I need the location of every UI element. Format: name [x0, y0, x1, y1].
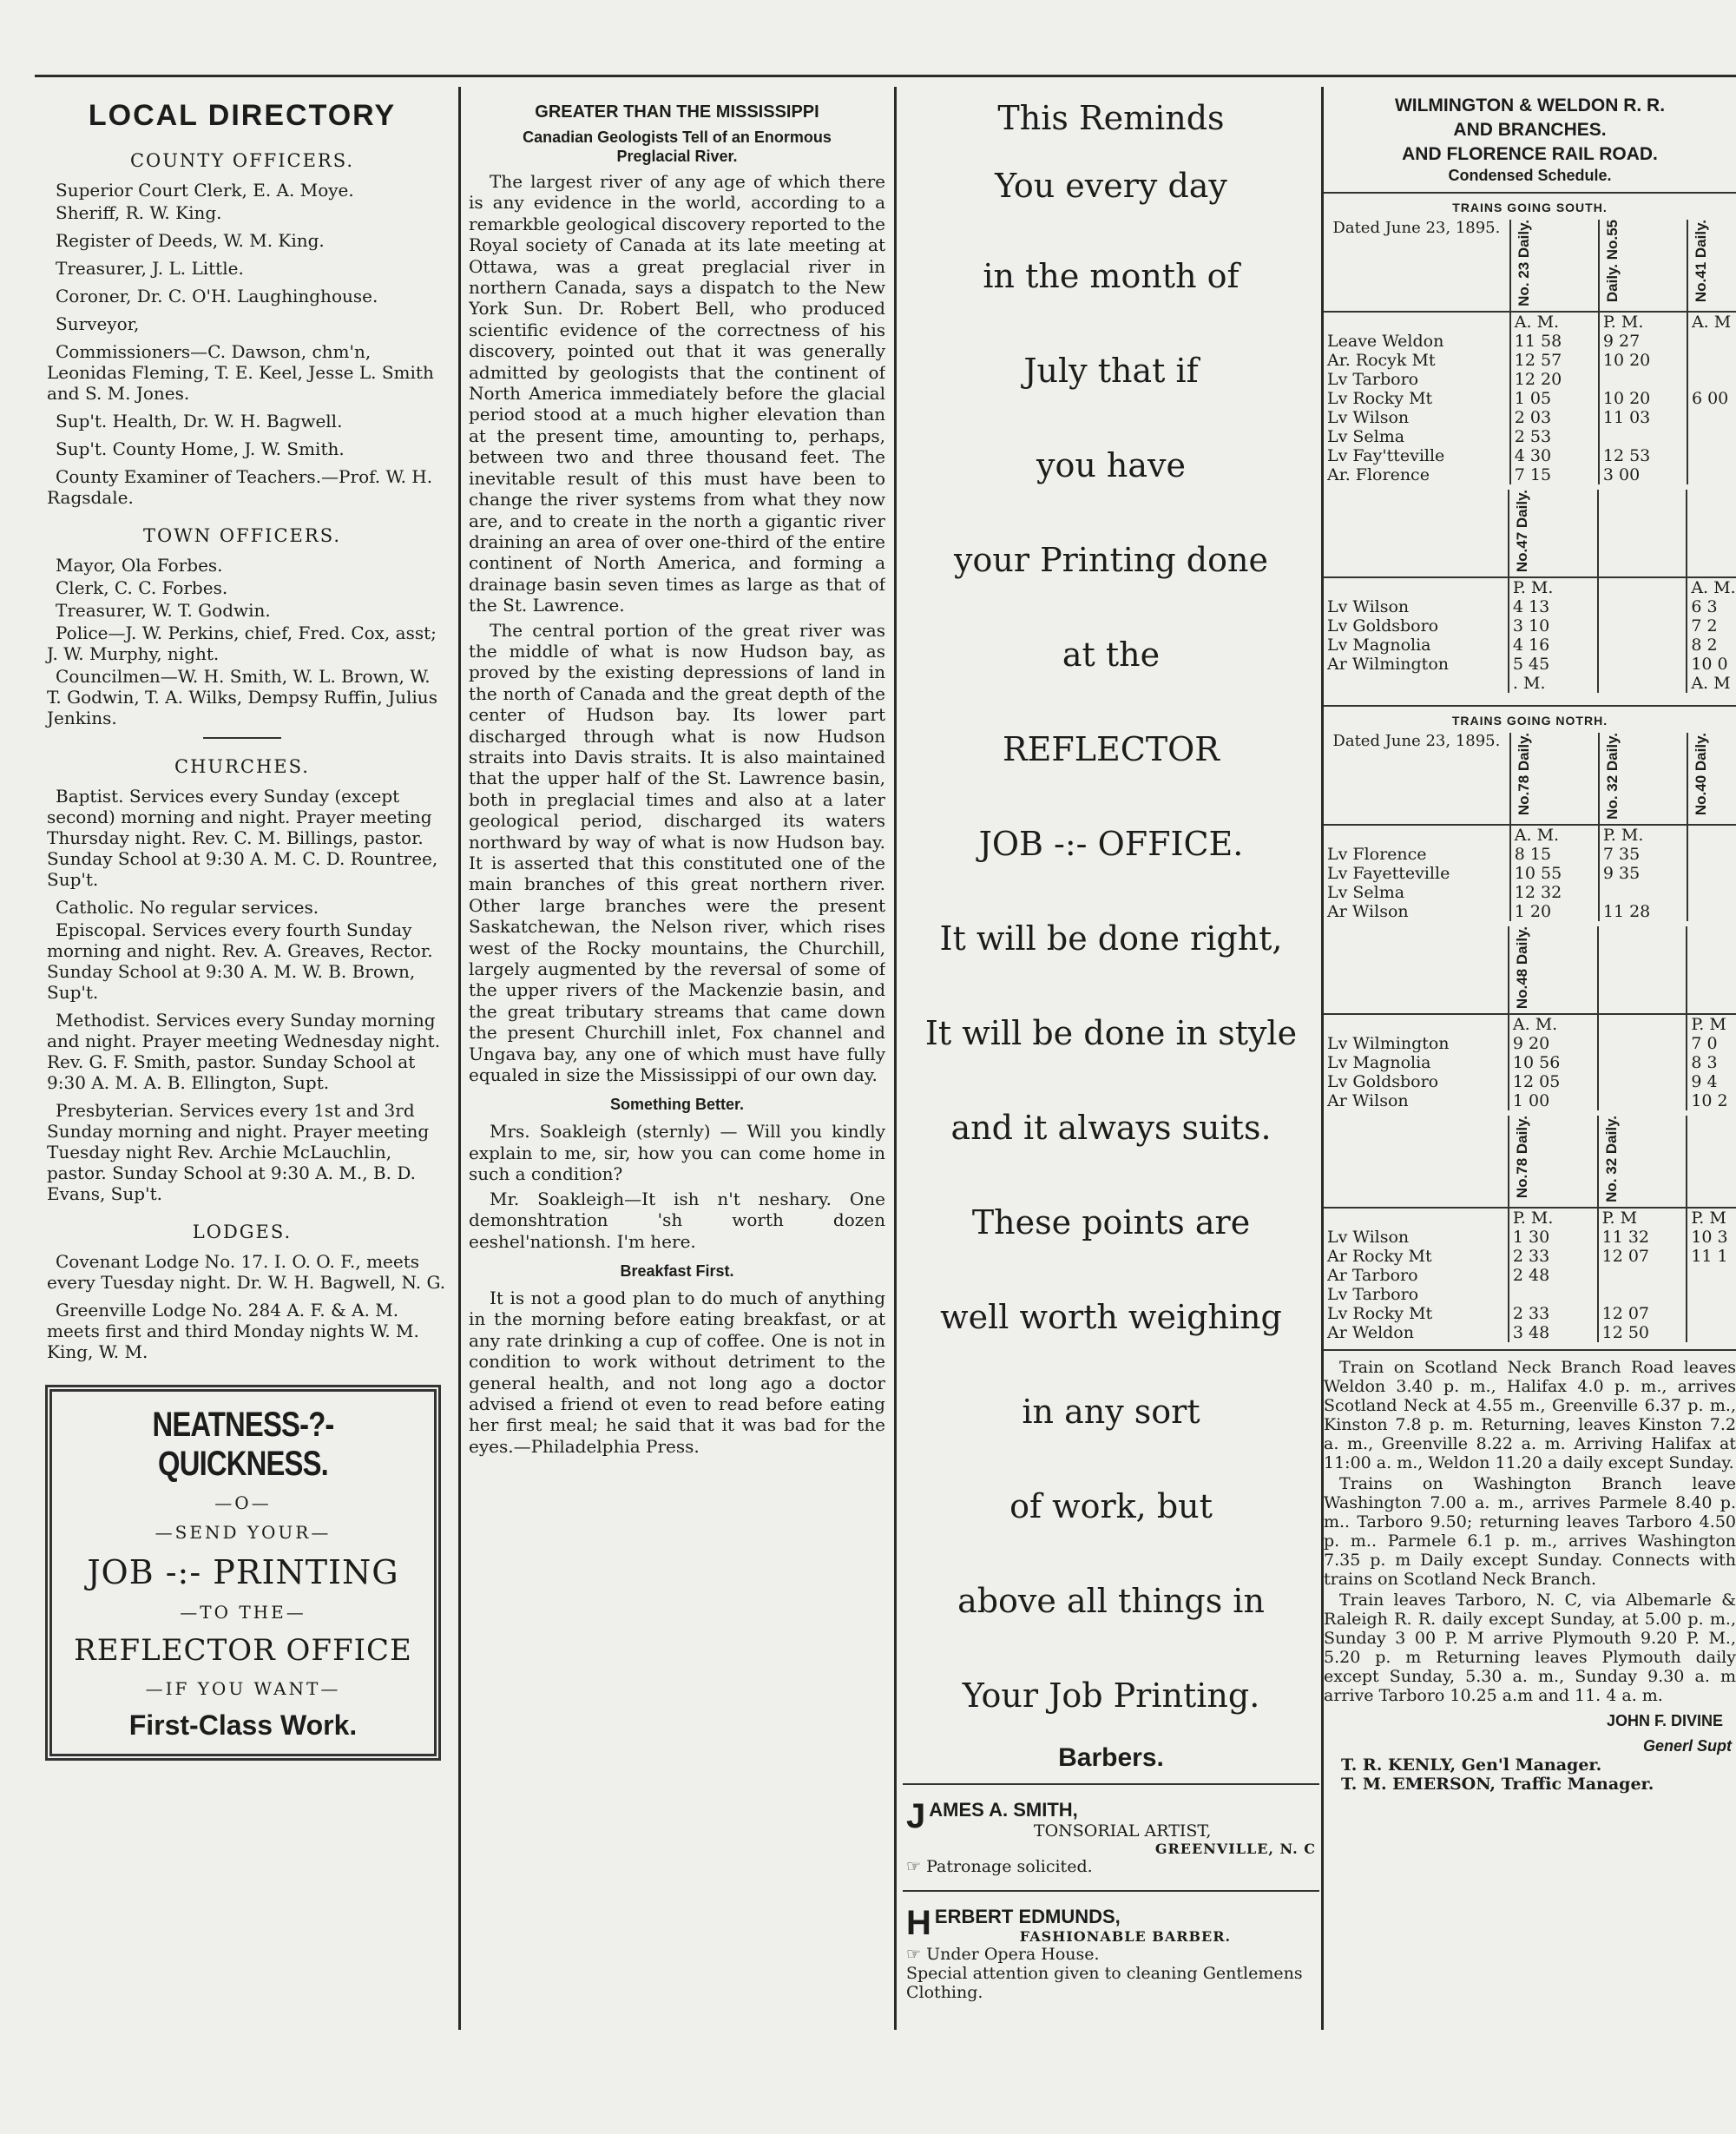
north-rows [1324, 1014, 1736, 1110]
county-entry: Surveyor, [56, 313, 140, 334]
departure-time: 10 20 [1599, 351, 1687, 370]
time-unit: A. M. [1687, 577, 1736, 597]
directory-title: LOCAL DIRECTORY [88, 99, 397, 132]
departure-time: 11 58 [1510, 332, 1599, 351]
railroad-column [1324, 94, 1736, 1794]
departure-time: 9 4 [1687, 1072, 1736, 1091]
north-rows [1324, 1208, 1736, 1342]
barber-listing-edmunds [903, 1899, 1319, 2009]
timetable-row [1324, 370, 1736, 389]
departure-time: 8 2 [1687, 636, 1736, 655]
local-directory-column [35, 94, 450, 1761]
article-paragraph: The central portion of the great river was the middle of what is now Hudson bay, as proved by the existing depressions of land in the north of Canada and the great depth of the center of Hudson bay. Its lower part discharged through what is now Hudson straits into Davis straits. It is also maintained that the upper half of the St. Lawrence basin, both in preglacial times and also at a later geological period, discharged its waters northward by way of what is now Hudson bay. It is asserted that this constituted one of the main branches of this great northern river. Other large branches were the present Saskatchewan, the Nelson river, which rises west of the Rocky mountains, the Churchill, largely augmented by the reversal of some of the upper rivers of the Mackenzie basin, and the great tributary streams that came down the present Churchill inlet, Fox channel and Ungava bay, any one of which must have fully equaled in size the Mississippi of our own day. [469, 619, 885, 1086]
station-name: Ar Weldon [1327, 1322, 1414, 1342]
time-unit: P. M [1598, 1208, 1687, 1228]
something-better-heading: Something Better. [609, 1096, 745, 1114]
reminder-ad-line: These points are [971, 1203, 1251, 1242]
station-name: Lv Wilson [1327, 1227, 1410, 1247]
departure-time [1687, 1304, 1736, 1323]
train-column-header: No.41 Daily. [1692, 220, 1709, 303]
north-rows [1324, 825, 1736, 921]
departure-time: 1 00 [1509, 1091, 1598, 1110]
departure-time: 10 0 [1687, 655, 1736, 674]
timetable-row [1324, 655, 1736, 674]
reminder-ad-line: above all things in [957, 1582, 1265, 1620]
railroad-title: AND FLORENCE RAIL ROAD. [1402, 144, 1658, 164]
barber-title: TONSORIAL ARTIST, [1033, 1821, 1212, 1841]
departure-time: 4 30 [1510, 446, 1599, 465]
timetable-row [1324, 1247, 1736, 1266]
departure-time [1687, 465, 1736, 484]
departure-time: 12 20 [1510, 370, 1599, 389]
station-name: Lv Wilmington [1327, 1033, 1450, 1053]
departure-time: 7 0 [1687, 1034, 1736, 1053]
departure-time: 10 2 [1687, 1091, 1736, 1110]
departure-time [1687, 864, 1736, 883]
timetable-unit-row [1324, 825, 1736, 845]
county-entry: Sheriff, R. W. King. [56, 202, 222, 223]
time-unit: A. M. [1510, 312, 1599, 332]
railroad-title: AND BRANCHES. [1453, 120, 1607, 140]
departure-time: 8 15 [1510, 845, 1599, 864]
county-entry: Superior Court Clerk, E. A. Moye. [56, 180, 354, 201]
departure-time: 3 10 [1509, 616, 1598, 636]
departure-time [1687, 1285, 1736, 1304]
south-rows [1324, 312, 1736, 484]
reminder-ad-line: Your Job Printing. [962, 1676, 1260, 1715]
time-unit: A. M. [1510, 825, 1599, 845]
town-officers-heading: TOWN OFFICERS. [142, 525, 342, 546]
signature-divine: JOHN F. DIVINE [1606, 1711, 1723, 1729]
departure-time [1598, 1285, 1687, 1304]
timetable-row [1324, 1323, 1736, 1342]
reminder-ad-line: It will be done right, [939, 919, 1283, 958]
barber-title: FASHIONABLE BARBER. [1019, 1928, 1232, 1945]
time-unit: A. M [1687, 312, 1736, 332]
timetable-row [1324, 883, 1736, 902]
reminder-ad-line: your Printing done [954, 541, 1268, 579]
divider [903, 1783, 1319, 1785]
county-entry: Register of Deeds, W. M. King. [56, 230, 325, 251]
station-name: Ar. Florence [1327, 464, 1430, 484]
dated-label: Dated June 23, 1895. [1324, 220, 1510, 312]
article-column [469, 94, 885, 1460]
timetable-row [1324, 845, 1736, 864]
departure-time: 2 48 [1509, 1266, 1598, 1285]
lodge-entry: Covenant Lodge No. 17. I. O. O. F., meets every Tuesday night. Dr. W. H. Bagwell, N. G. [47, 1251, 446, 1293]
departure-time: 9 27 [1599, 332, 1687, 351]
timetable-unit-row [1324, 1208, 1736, 1228]
station-name: Lv Rocky Mt [1327, 388, 1433, 408]
station-name: Ar Wilson [1327, 1090, 1409, 1110]
ad-line: REFLECTOR OFFICE [74, 1633, 412, 1668]
north-timetable [1324, 733, 1736, 921]
north-timetable-2 [1324, 926, 1736, 1110]
departure-time: 6 3 [1687, 597, 1736, 616]
article-paragraph: Mr. Soakleigh—It ish n't neshary. One demonshtration 'sh worth dozen eeshel'nationsh. I'm here. [469, 1188, 885, 1252]
timetable-row [1324, 1304, 1736, 1323]
departure-time [1687, 902, 1736, 921]
departure-time: 1 05 [1510, 389, 1599, 408]
church-entry: Methodist. Services every Sunday morning and night. Prayer meeting Wednesday night. Rev. G. F. Smith, pastor. Sunday School at 9:30 A. M. A. B. Ellington, Supt. [47, 1010, 441, 1093]
departure-time: 9 35 [1599, 864, 1687, 883]
departure-time: 3 48 [1509, 1323, 1598, 1342]
departure-time [1687, 883, 1736, 902]
departure-time: 7 15 [1510, 465, 1599, 484]
south-timetable-2 [1324, 490, 1736, 693]
county-entry: County Examiner of Teachers.—Prof. W. H. Ragsdale. [47, 466, 433, 508]
south-timetable [1324, 220, 1736, 484]
train-column-header: No.78 Daily. [1515, 732, 1532, 816]
timetable-row [1324, 616, 1736, 636]
station-name: Ar Wilson [1327, 901, 1409, 921]
article-title: GREATER THAN THE MISSISSIPPI [535, 102, 819, 122]
departure-time [1687, 408, 1736, 427]
time-unit [1598, 577, 1687, 597]
station-name: Lv Fay'tteville [1327, 445, 1445, 465]
departure-time: 4 16 [1509, 636, 1598, 655]
reminder-ad-line: JOB -:- OFFICE. [978, 825, 1244, 863]
departure-time [1687, 370, 1736, 389]
reminder-ad-line: REFLECTOR [1003, 730, 1220, 768]
church-entry: Baptist. Services every Sunday (except second) morning and night. Prayer meeting Thursday night. Rev. C. M. Billings, pastor. Sunday School at 9:30 A. M. C. D. Rountree, Sup't. [47, 786, 438, 890]
departure-time: 7 2 [1687, 616, 1736, 636]
departure-time: 2 03 [1510, 408, 1599, 427]
station-name: Lv Fayetteville [1327, 863, 1450, 883]
station-name: Lv Tarboro [1327, 1284, 1419, 1304]
reminder-ad-line: of work, but [1009, 1487, 1213, 1525]
departure-time: 10 20 [1599, 389, 1687, 408]
reminder-ad-line: at the [1062, 636, 1161, 674]
ad-line: —IF YOU WANT— [145, 1678, 341, 1699]
time-unit: A. M. [1509, 1014, 1598, 1034]
time-unit [1598, 1014, 1687, 1034]
ad-headline: NEATNESS-?-QUICKNESS. [152, 1406, 334, 1483]
county-entry: Sup't. Health, Dr. W. H. Bagwell. [56, 411, 343, 431]
branch-note: Train leaves Tarboro, N. C, via Albemarle & Raleigh R. R. daily except Sunday, at 5.00 p. m., Sunday 3 00 P. M arrive Plymouth 9.20 P. M., 5.20 p. m Returning leaves Plymouth daily except Sunday, 5.30 a. m., Sunday 9.30 a. m arrive Tarboro 10.25 a.m and 11. 4 a. m. [1324, 1590, 1736, 1705]
departure-time [1687, 845, 1736, 864]
top-rule [35, 75, 1736, 77]
station-name: Lv Selma [1327, 426, 1405, 446]
county-entry: Sup't. County Home, J. W. Smith. [56, 438, 345, 459]
station-name: Lv Wilson [1327, 407, 1410, 427]
departure-time [1687, 446, 1736, 465]
barber-name: ERBERT EDMUNDS, [934, 1906, 1121, 1927]
departure-time: 10 55 [1510, 864, 1599, 883]
ad-line: JOB -:- PRINTING [87, 1553, 399, 1591]
reminder-ad-line: you have [1036, 446, 1186, 484]
timetable-row [1324, 1266, 1736, 1285]
train-column-header: No. 23 Daily. [1515, 220, 1532, 306]
reminder-ad-line: It will be done in style [924, 1014, 1298, 1052]
departure-time: 12 50 [1598, 1323, 1687, 1342]
reminder-ad-line: and it always suits. [950, 1109, 1272, 1147]
train-column-header: No. 32 Daily. [1603, 732, 1621, 820]
departure-time [1598, 1266, 1687, 1285]
departure-time: 10 56 [1509, 1053, 1598, 1072]
departure-time: 11 1 [1687, 1247, 1736, 1266]
time-unit [1598, 674, 1687, 693]
departure-time [1687, 332, 1736, 351]
ad-line: First-Class Work. [128, 1709, 358, 1741]
county-officers-heading: COUNTY OFFICERS. [129, 150, 355, 171]
departure-time: 3 00 [1599, 465, 1687, 484]
railroad-subtitle: Condensed Schedule. [1448, 167, 1612, 184]
station-name: Lv Tarboro [1327, 369, 1419, 389]
timetable-unit-row [1324, 674, 1736, 693]
barber-place: ☞ Under Opera House. [906, 1945, 1100, 1964]
departure-time: 1 20 [1510, 902, 1599, 921]
ad-ornament: —O— [214, 1492, 272, 1513]
timetable-row [1324, 1072, 1736, 1091]
dated-label: Dated June 23, 1895. [1324, 733, 1510, 825]
railroad-title: WILMINGTON & WELDON R. R. [1394, 96, 1666, 115]
station-name: Lv Florence [1327, 844, 1427, 864]
reminder-ad-line: in any sort [1022, 1393, 1200, 1431]
barber-listing-smith [903, 1792, 1319, 1883]
station-name: Lv Magnolia [1327, 635, 1431, 655]
divider [203, 737, 281, 739]
time-unit: P. M. [1509, 1208, 1598, 1228]
county-entry: Treasurer, J. L. Little. [56, 258, 244, 279]
station-name: Lv Selma [1327, 882, 1405, 902]
station-name: Ar. Rocyk Mt [1327, 350, 1436, 370]
departure-time [1687, 1266, 1736, 1285]
reminder-ad [903, 94, 1319, 1743]
timetable-row [1324, 408, 1736, 427]
time-unit: . M. [1509, 674, 1598, 693]
article-paragraph: It is not a good plan to do much of anything in the morning before eating breakfast, or at any rate drinking a cup of coffee. One is not in condition to work without detriment to the general health, and not long ago a doctor advised a friend ot even to read before eating her first meal; he said that it was bad for the eyes.—Philadelphia Press. [469, 1287, 885, 1457]
train-column-header: Daily. No.55 [1603, 220, 1621, 303]
town-entry: Councilmen—W. H. Smith, W. L. Brown, W. T. Godwin, T. A. Wilks, Dempsy Ruffin, Julius Jenkins. [47, 666, 437, 728]
barber-note: Special attention given to cleaning Gentlemens Clothing. [906, 1964, 1303, 2002]
neatness-quickness-ad [45, 1385, 441, 1761]
church-entry: Episcopal. Services every fourth Sunday morning and night. Rev. A. Greaves, Rector. Sunday School at 9:30 A. M. W. B. Brown, Sup't. [47, 919, 433, 1003]
departure-time: 12 57 [1510, 351, 1599, 370]
timetable-row [1324, 902, 1736, 921]
departure-time: 7 35 [1599, 845, 1687, 864]
station-name: Lv Goldsboro [1327, 1071, 1439, 1091]
departure-time: 10 3 [1687, 1228, 1736, 1247]
departure-time [1598, 1072, 1687, 1091]
article-subtitle: Canadian Geologists Tell of an Enormous Preglacial River. [523, 128, 832, 165]
departure-time: 11 03 [1599, 408, 1687, 427]
barber-note: ☞ Patronage solicited. [906, 1857, 1093, 1876]
departure-time: 12 07 [1598, 1247, 1687, 1266]
column-rule [458, 87, 461, 2030]
article-paragraph: The largest river of any age of which there is any evidence in the world, according to a remarkble geological discovery reported to the Royal society of Canada at its late meeting at Ottawa, was a great preglacial river in northern Canada, says a dispatch to the New York Sun. Dr. Robert Bell, who produced scientific evidence of the correctness of his discovery, pointed out that it was generally admitted by geologists that the continent of North America immediately before the glacial period stood at a much higher elevation than at the present time, amounting to, perhaps, between two and three thousand feet. The inevitable result of this must have been to change the river systems from what they now are, and to create in the north a gigantic river draining an area of over one-third of the entire continent of North America, and forming a drainage basin seven times as large as that of the St. Lawrence. [469, 171, 885, 616]
timetable-row [1324, 332, 1736, 351]
reminder-ad-line: This Reminds [997, 99, 1225, 137]
timetable-row [1324, 427, 1736, 446]
station-name: Lv Magnolia [1327, 1052, 1431, 1072]
timetable-unit-row [1324, 312, 1736, 332]
departure-time: 5 45 [1509, 655, 1598, 674]
timetable-row [1324, 1053, 1736, 1072]
county-entry: Coroner, Dr. C. O'H. Laughinghouse. [56, 286, 378, 306]
barbers-heading: Barbers. [1058, 1743, 1164, 1772]
station-name: Lv Rocky Mt [1327, 1303, 1433, 1323]
timetable-unit-row [1324, 577, 1736, 597]
time-unit: P. M. [1599, 312, 1687, 332]
branch-note: Train on Scotland Neck Branch Road leaves Weldon 3.40 p. m., Halifax 4.0 p. m., arrives Scotland Neck at 4.55 m., Greenville 6.37 p. m., Kinston 7.8 p. m. Returning, leaves Kinston 7.2 a. m., Greenville 8.22 a. m. Arriving Halifax at 11:00 a. m., Weldon 11.20 a daily except Sunday. [1324, 1357, 1736, 1472]
timetable-row [1324, 446, 1736, 465]
lodges-heading: LODGES. [192, 1222, 293, 1242]
departure-time: 4 13 [1509, 597, 1598, 616]
departure-time [1598, 597, 1687, 616]
time-unit: A. M [1687, 674, 1736, 693]
timetable-row [1324, 864, 1736, 883]
departure-time: 12 53 [1599, 446, 1687, 465]
timetable-row [1324, 389, 1736, 408]
departure-time [1598, 1053, 1687, 1072]
station-name: Ar Rocky Mt [1327, 1246, 1432, 1266]
station-name: Ar Wilmington [1327, 654, 1449, 674]
signature-emerson: T. M. EMERSON, Traffic Manager. [1341, 1774, 1654, 1794]
trains-north-heading: TRAINS GOING NOTRH. [1324, 705, 1736, 728]
departure-time: 6 00 [1687, 389, 1736, 408]
reminder-ad-line: well worth weighing [940, 1298, 1282, 1336]
south-rows [1324, 577, 1736, 693]
departure-time: 1 30 [1509, 1228, 1598, 1247]
timetable-row [1324, 465, 1736, 484]
divider [903, 1890, 1319, 1892]
departure-time [1599, 370, 1687, 389]
station-name: Lv Wilson [1327, 596, 1410, 616]
departure-time [1598, 616, 1687, 636]
timetable-row [1324, 1228, 1736, 1247]
town-entry: Mayor, Ola Forbes. [56, 555, 223, 576]
signature-kenly: T. R. KENLY, Gen'l Manager. [1341, 1755, 1602, 1775]
barber-place: GREENVILLE, N. C [1154, 1841, 1316, 1857]
branch-note: Trains on Washington Branch leave Washington 7.00 a. m., arrives Parmele 8.40 p. m.. Tarboro 9.50; returning leaves Tarboro 4.50 p. m.. Parmele 6.1 p. m., arrives Washington 7.35 p. m Daily except Sunday. Connects with trains on Scotland Neck Branch. [1324, 1473, 1736, 1589]
departure-time [1687, 351, 1736, 370]
county-entry: Commissioners—C. Dawson, chm'n, Leonidas Fleming, T. E. Keel, Jesse L. Smith and S. M. Jones. [47, 341, 434, 404]
departure-time: 8 3 [1687, 1053, 1736, 1072]
departure-time: 12 32 [1510, 883, 1599, 902]
train-column-header: No.40 Daily. [1692, 732, 1709, 816]
departure-time [1687, 427, 1736, 446]
drop-cap: H [906, 1904, 931, 1942]
article-paragraph: Mrs. Soakleigh (sternly) — Will you kindly explain to me, sir, how you can come home in such a condition? [469, 1121, 885, 1185]
reminder-ad-line: July that if [1023, 352, 1199, 390]
departure-time [1598, 655, 1687, 674]
train-column-header: No.47 Daily. [1513, 489, 1530, 572]
church-entry: Presbyterian. Services every 1st and 3rd Sunday morning and night. Prayer meeting Tuesday night Rev. Archie McLauchlin, pastor. Sunday School at 9:30 A. M., B. D. Evans, Sup't. [47, 1100, 430, 1204]
lodge-entry: Greenville Lodge No. 284 A. F. & A. M. meets first and third Monday nights W. M. King, W. M. [47, 1300, 419, 1362]
timetable-row [1324, 597, 1736, 616]
time-unit: P. M. [1599, 825, 1687, 845]
town-entry: Police—J. W. Perkins, chief, Fred. Cox, asst; J. W. Murphy, night. [47, 622, 437, 664]
train-column-header: No. 32 Daily. [1602, 1115, 1620, 1202]
timetable-unit-row [1324, 1014, 1736, 1034]
town-entry: Clerk, C. C. Forbes. [56, 577, 228, 598]
divider [1324, 1349, 1736, 1351]
barber-name: AMES A. SMITH, [929, 1799, 1078, 1821]
ad-line: —SEND YOUR— [155, 1522, 332, 1543]
breakfast-first-heading: Breakfast First. [620, 1261, 734, 1280]
departure-time [1598, 1034, 1687, 1053]
departure-time: 2 33 [1509, 1247, 1598, 1266]
departure-time [1598, 1091, 1687, 1110]
timetable-row [1324, 1091, 1736, 1110]
departure-time [1599, 883, 1687, 902]
departure-time [1598, 636, 1687, 655]
reminder-ad-line: in the month of [983, 257, 1240, 295]
time-unit: P. M [1687, 1208, 1736, 1228]
departure-time [1687, 1323, 1736, 1342]
north-timetable-3 [1324, 1116, 1736, 1342]
time-unit: P. M. [1509, 577, 1598, 597]
ad-line: —TO THE— [180, 1602, 306, 1623]
reminder-ad-column [903, 94, 1319, 2009]
reminder-ad-line: You every day [995, 167, 1227, 205]
departure-time: 12 07 [1598, 1304, 1687, 1323]
town-entry: Treasurer, W. T. Godwin. [56, 600, 271, 621]
timetable-row [1324, 1034, 1736, 1053]
signature-title: Generl Supt [1642, 1736, 1732, 1755]
departure-time: 11 28 [1599, 902, 1687, 921]
trains-south-heading: TRAINS GOING SOUTH. [1324, 192, 1736, 214]
time-unit: P. M [1687, 1014, 1736, 1034]
timetable-row [1324, 351, 1736, 370]
departure-time: 12 05 [1509, 1072, 1598, 1091]
churches-heading: CHURCHES. [174, 756, 310, 777]
timetable-row [1324, 1285, 1736, 1304]
column-rule [894, 87, 897, 2030]
time-unit [1687, 825, 1736, 845]
station-name: Leave Weldon [1327, 331, 1444, 351]
train-column-header: No.48 Daily. [1513, 925, 1530, 1009]
station-name: Ar Tarboro [1327, 1265, 1418, 1285]
train-column-header: No.78 Daily. [1513, 1115, 1530, 1199]
drop-cap: J [906, 1797, 926, 1835]
station-name: Lv Goldsboro [1327, 616, 1439, 636]
departure-time: 2 53 [1510, 427, 1599, 446]
departure-time [1509, 1285, 1598, 1304]
departure-time: 11 32 [1598, 1228, 1687, 1247]
church-entry: Catholic. No regular services. [56, 897, 319, 918]
departure-time: 2 33 [1509, 1304, 1598, 1323]
departure-time: 9 20 [1509, 1034, 1598, 1053]
timetable-row [1324, 636, 1736, 655]
departure-time [1599, 427, 1687, 446]
